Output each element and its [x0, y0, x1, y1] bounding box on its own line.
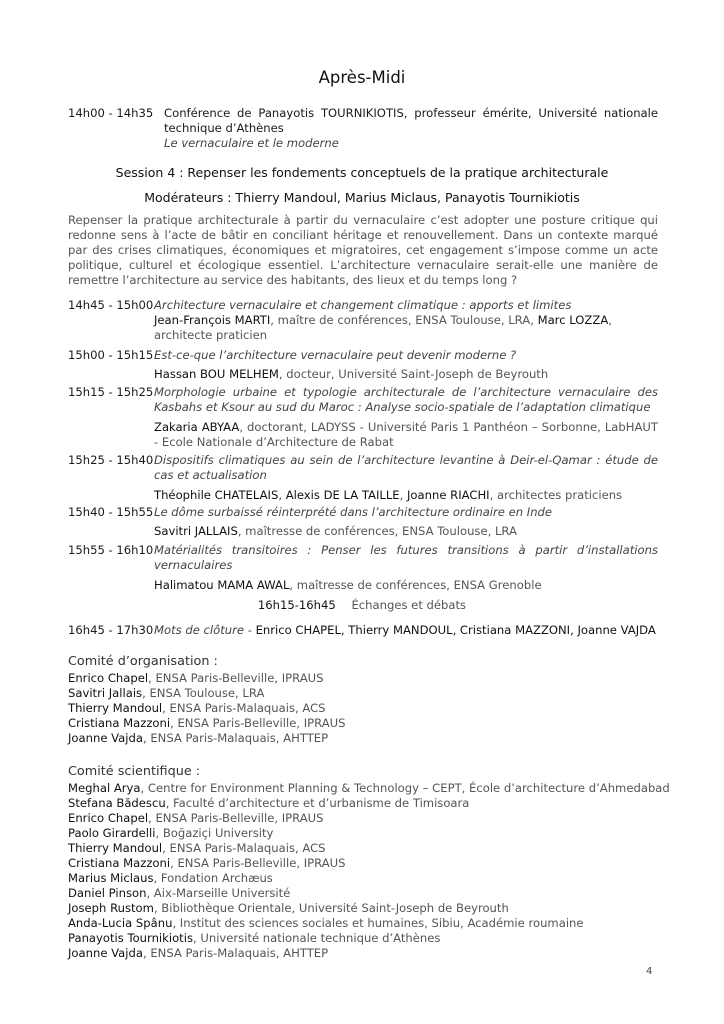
opening-subtitle: Le vernaculaire et le moderne	[164, 136, 339, 150]
talk-slot	[68, 298, 658, 343]
speaker-name: Alexis DE LA TAILLE	[285, 488, 400, 502]
slot-time: 15h00 - 15h15	[68, 348, 154, 362]
committee-member: Anda-Lucia Spânu, Institut des sciences sociales et humaines, Sibiu, Académie roumaine	[68, 916, 584, 930]
speaker-role: , maîtresse de conférences, ENSA Toulouse, LRA	[237, 524, 517, 538]
committee-member: Cristiana Mazzoni, ENSA Paris-Belleville, IPRAUS	[68, 856, 346, 870]
committee-member: Cristiana Mazzoni, ENSA Paris-Belleville, IPRAUS	[68, 716, 346, 730]
talk-slot	[68, 453, 658, 503]
speaker-role: , architecte praticien	[154, 313, 612, 342]
speaker-name: Théophile CHATELAIS	[154, 488, 279, 502]
closing-speakers: Enrico CHAPEL, Thierry MANDOUL, Cristiana MAZZONI, Joanne VAJDA	[255, 623, 656, 637]
moderators: Modérateurs : Thierry Mandoul, Marius Miclaus, Panayotis Tournikiotis	[144, 190, 580, 205]
slot-time: 15h15 - 15h25	[68, 385, 154, 399]
committee-member: Panayotis Tournikiotis, Université nationale technique d’Athènes	[68, 931, 441, 945]
slot-time: 14h00 - 14h35	[68, 106, 154, 120]
debate-label: Échanges et débats	[351, 598, 467, 612]
organizing-committee-heading: Comité d’organisation :	[68, 654, 218, 669]
speaker-role: ,	[399, 488, 408, 502]
talk-speakers	[154, 313, 658, 343]
speaker-role: , architectes praticiens	[489, 488, 623, 502]
speaker-role: , doctorant, LADYSS - Université Paris 1 Panthéon – Sorbonne, LabHAUT - Ecole Nationale d’Architecture de Rabat	[154, 420, 658, 449]
debate-slot	[0, 598, 724, 613]
talk-title: Morphologie urbaine et typologie architecturale de l’architecture vernaculaire des Kasbahs et Ksour au sud du Maroc : Analyse socio-spatiale de l’adaptation climatique	[154, 385, 658, 414]
session-title: Session 4 : Repenser les fondements conceptuels de la pratique architecturale	[115, 165, 609, 180]
talk-title: Est-ce-que l’architecture vernaculaire peut devenir moderne ?	[154, 348, 517, 362]
closing-slot	[68, 623, 658, 638]
talk-speakers	[154, 367, 658, 382]
talk-slot	[68, 385, 658, 450]
talk-speakers	[154, 488, 658, 503]
organizing-committee	[68, 654, 668, 746]
committee-member: Enrico Chapel, ENSA Paris-Belleville, IPRAUS	[68, 671, 324, 685]
committee-member: Daniel Pinson, Aix-Marseille Université	[68, 886, 291, 900]
speaker-name: Hassan BOU MELHEM	[154, 367, 279, 381]
opening-text: Conférence de Panayotis TOURNIKIOTIS, professeur émérite, Université nationale technique d’Athènes	[164, 106, 658, 135]
committee-member: Thierry Mandoul, ENSA Paris-Malaquais, ACS	[68, 701, 326, 715]
speaker-role: , maître de conférences, ENSA Toulouse, LRA,	[270, 313, 538, 327]
committee-member: Joanne Vajda, ENSA Paris-Malaquais, AHTTEP	[68, 731, 329, 745]
committee-member: Savitri Jallais, ENSA Toulouse, LRA	[68, 686, 265, 700]
speaker-role: , maîtresse de conférences, ENSA Grenoble	[289, 578, 542, 592]
committee-member: Joseph Rustom, Bibliothèque Orientale, Université Saint-Joseph de Beyrouth	[68, 901, 509, 915]
talk-title: Architecture vernaculaire et changement climatique : apports et limites	[154, 298, 572, 312]
slot-time: 16h45 - 17h30	[68, 623, 154, 637]
talk-speakers	[154, 524, 658, 539]
speaker-name: Zakaria ABYAA	[154, 420, 240, 434]
page-title: Après-Midi	[318, 68, 406, 87]
committee-member: Paolo Girardelli, Boğaziçi University	[68, 826, 274, 840]
debate-time: 16h15-16h45	[257, 598, 336, 612]
talk-title: Le dôme surbaissé réinterprété dans l’architecture ordinaire en Inde	[154, 505, 553, 519]
committee-member: Thierry Mandoul, ENSA Paris-Malaquais, ACS	[68, 841, 326, 855]
speaker-name: Joanne RIACHI	[407, 488, 490, 502]
speaker-name: Jean-François MARTI	[154, 313, 271, 327]
speaker-name: Savitri JALLAIS	[154, 524, 238, 538]
closing-title: Mots de clôture	[154, 623, 245, 637]
slot-time: 15h55 - 16h10	[68, 543, 154, 557]
closing-separator: -	[244, 623, 256, 637]
scientific-committee	[68, 764, 668, 961]
slot-time: 14h45 - 15h00	[68, 298, 154, 312]
slot-time: 15h25 - 15h40	[68, 453, 154, 467]
talk-title: Matérialités transitoires : Penser les futures transitions à partir d’installations vernaculaires	[154, 543, 658, 572]
speaker-role: ,	[278, 488, 286, 502]
session-intro: Repenser la pratique architecturale à partir du vernaculaire c’est adopter une posture critique qui redonne sens à l’acte de bâtir en conciliant héritage et renouvellement. Dans un contexte marqué par des crises climatiques, économiques et migratoires, cet engagement s’impose comme un acte politique, culturel et écologique essentiel. L’architecture vernaculaire serait-elle une manière de remettre l’architecture au service des habitants, des lieux et du temps long ?	[68, 213, 658, 287]
opening-slot	[68, 106, 658, 151]
committee-member: Meghal Arya, Centre for Environment Planning & Technology – CEPT, École d’architecture d’Ahmedabad	[68, 781, 670, 795]
committee-member: Stefana Bădescu, Faculté d’architecture et d’urbanisme de Timisoara	[68, 796, 470, 810]
scientific-committee-heading: Comité scientifique :	[68, 764, 201, 779]
talk-speakers	[154, 578, 658, 593]
talk-slot	[68, 505, 658, 539]
talk-slot	[68, 348, 658, 382]
talk-slot	[68, 543, 658, 593]
page-number: 4	[646, 966, 653, 977]
speaker-name: Halimatou MAMA AWAL	[154, 578, 290, 592]
slot-time: 15h40 - 15h55	[68, 505, 154, 519]
speaker-name: Marc LOZZA	[537, 313, 609, 327]
talk-title: Dispositifs climatiques au sein de l’architecture levantine à Deir-el-Qamar : étude de cas et actualisation	[154, 453, 658, 482]
committee-member: Marius Miclaus, Fondation Archæus	[68, 871, 273, 885]
committee-member: Joanne Vajda, ENSA Paris-Malaquais, AHTTEP	[68, 946, 329, 960]
talk-speakers	[154, 420, 658, 450]
speaker-role: , docteur, Université Saint-Joseph de Beyrouth	[278, 367, 549, 381]
committee-member: Enrico Chapel, ENSA Paris-Belleville, IPRAUS	[68, 811, 324, 825]
